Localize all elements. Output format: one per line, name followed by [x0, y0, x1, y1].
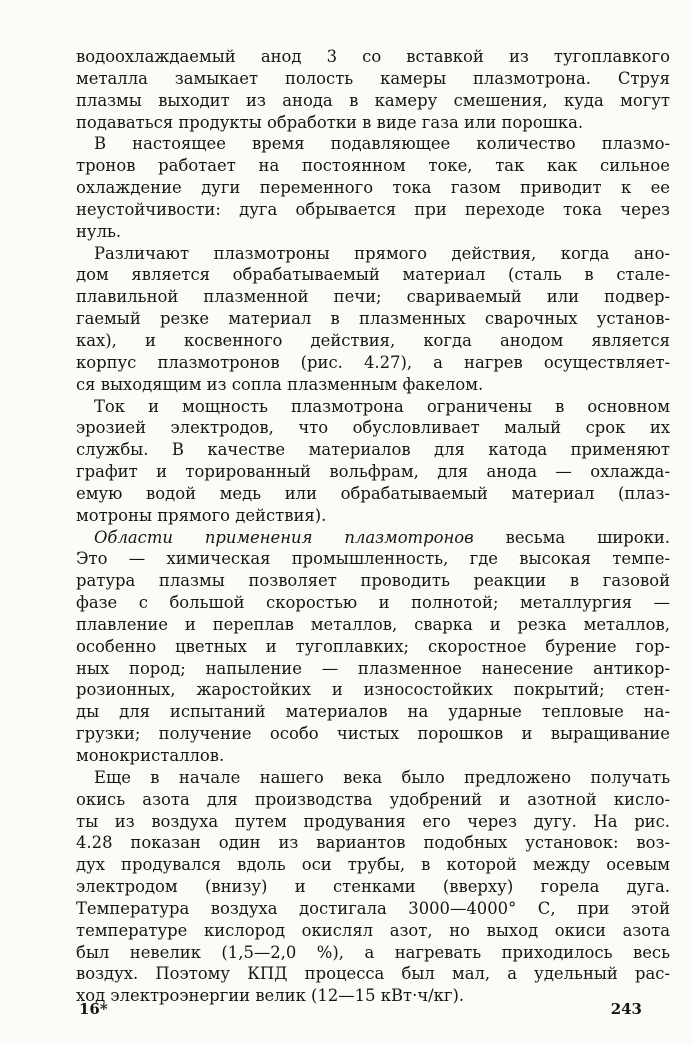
paragraph-4: [76, 396, 670, 527]
text-line: эрозией электродов, что обусловливает малый срок их: [76, 418, 670, 438]
text-line: В настоящее время подавляющее количество плазмо-: [94, 134, 670, 154]
text-line: электродом (внизу) и стенками (вверху) горела дуга.: [76, 877, 670, 897]
text-line: грузки; получение особо чистых порошков и выращивание: [76, 724, 670, 744]
text-line: ных пород; напыление — плазменное нанесение антикор-: [76, 658, 670, 678]
text-line: воздух. Поэтому КПД процесса был мал, а удельный рас-: [76, 964, 670, 984]
paragraph-5: [76, 527, 670, 767]
text-line: плавление и переплав металлов, сварка и резка металлов,: [76, 614, 670, 634]
text-line: ты из воздуха путем продувания его через дугу. На рис.: [76, 811, 670, 831]
text-line: графит и торированный вольфрам, для анода — охлажда-: [76, 462, 670, 482]
text-line: ратура плазмы позволяет проводить реакции в газовой: [76, 571, 670, 591]
text-line: неустойчивости: дуга обрывается при переходе тока через: [76, 199, 670, 219]
text-line: Это — химическая промышленность, где высокая темпе-: [76, 549, 670, 569]
text-line: Температура воздуха достигала 3000—4000° С, при этой: [76, 898, 670, 918]
text-span: весьма широки.: [473, 527, 670, 547]
text-line: охлаждение дуги переменного тока газом приводит к ее: [76, 178, 670, 198]
text-line: дом является обрабатываемый материал (сталь в сталe-: [76, 265, 670, 285]
text-line: особенно цветных и тугоплавких; скоростное бурение гор-: [76, 636, 670, 656]
text-line: окись азота для производства удобрений и азотной кисло-: [76, 789, 670, 809]
text-line: водоохлаждаемый анод 3 со вставкой из тугоплавкого: [76, 47, 670, 66]
text-line: нуль.: [76, 221, 122, 241]
text-line: дух продувался вдоль оси трубы, в которой между осевым: [76, 855, 670, 875]
text-line: Различают плазмотроны прямого действия, когда ано-: [94, 243, 670, 263]
italic-lead: Области применения плазмотронов: [94, 527, 474, 547]
paragraph-1: [76, 46, 670, 133]
text-line: металла замыкает полость камеры плазмотрона. Струя: [76, 68, 670, 88]
text-line: тронов работает на постоянном токе, так как сильное: [76, 156, 670, 176]
text-line: температуре кислород окислял азот, но выход окиси азота: [76, 920, 670, 940]
text-line: фазе с большой скоростью и полнотой; металлургия —: [76, 593, 670, 613]
paragraph-3: [76, 243, 670, 396]
text-line: плавильной плазменной печи; свариваемый или подвер-: [76, 287, 670, 307]
signature-mark: 16*: [79, 1000, 108, 1018]
text-line: емую водой медь или обрабатываемый материал (плаз-: [76, 483, 670, 503]
text-line: подаваться продукты обработки в виде газа или порошка.: [76, 112, 584, 132]
paragraph-6: [76, 767, 670, 1007]
text-line: Ток и мощность плазмотрона ограничены в основном: [94, 396, 670, 416]
text-line: монокристаллов.: [76, 746, 225, 765]
text-line: Еще в начале нашего века было предложено получать: [94, 767, 670, 787]
text-line: гаемый резке материал в плазменных сварочных установ-: [76, 309, 670, 329]
text-line: был невелик (1,5—2,0 %), а нагревать приходилось весь: [76, 942, 670, 962]
text-line: 4.28 показан один из вариантов подобных установок: воз-: [76, 833, 670, 853]
text-line: розионных, жаростойких и износостойких покрытий; стен-: [76, 680, 670, 700]
text-line: плазмы выходит из анода в камеру смешения, куда могут: [76, 90, 670, 110]
page-number: 243: [610, 1000, 642, 1018]
text-line: корпус плазмотронов (рис. 4.27), а нагрев осуществляет-: [76, 352, 670, 372]
text-line: службы. В качестве материалов для катода применяют: [76, 440, 670, 460]
text-line: ках), и косвенного действия, когда анодом является: [76, 330, 670, 350]
text-line: мотроны прямого действия).: [76, 505, 327, 525]
page-body: [76, 46, 670, 1007]
paragraph-2: [76, 133, 670, 242]
text-line: ся выходящим из сопла плазменным факелом.: [76, 374, 484, 394]
text-line: ды для испытаний материалов на ударные тепловые на-: [76, 702, 670, 722]
text-line: ход электроэнергии велик (12—15 кВт·ч/кг).: [76, 986, 465, 1006]
text-line: [76, 527, 670, 549]
